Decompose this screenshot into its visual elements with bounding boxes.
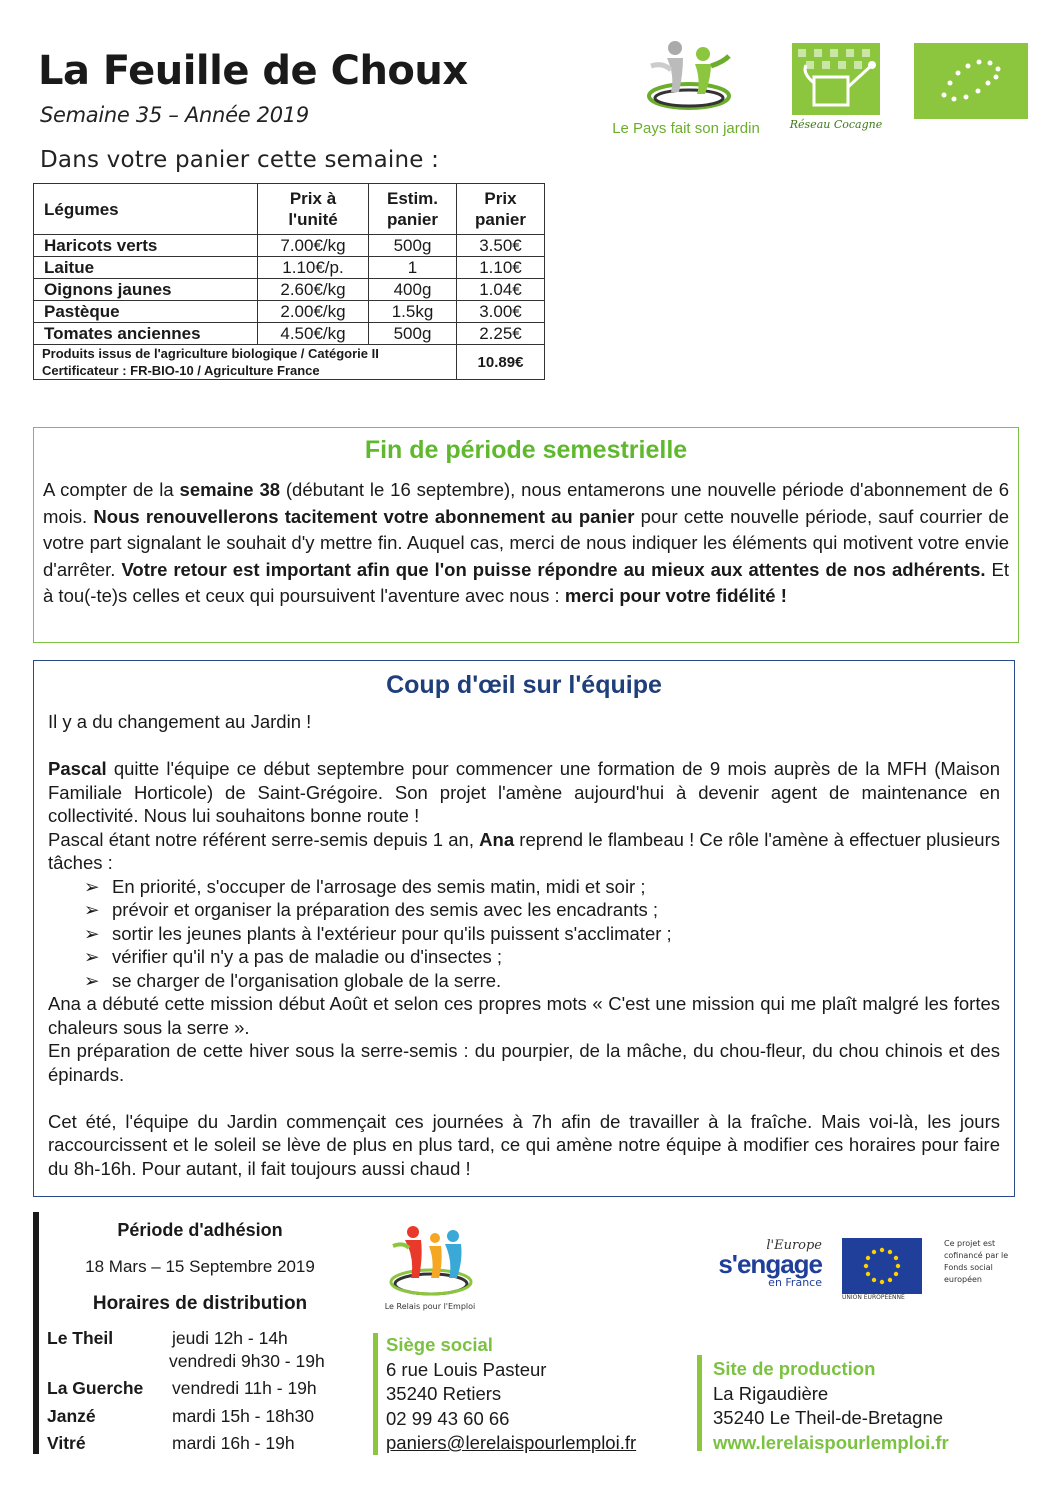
veg-estimate: 1.5kg [369,301,457,323]
equipe-title: Coup d'œil sur l'équipe [386,671,662,699]
basket-table [33,183,545,380]
task-text: En priorité, s'occuper de l'arrosage des semis matin, midi et soir ; [112,875,646,897]
arrow-bullet-icon: ➢ [84,899,100,920]
eu-flag-icon [842,1238,922,1294]
text-run: reprend le flambeau ! Ce rôle l'amène à effectuer plusieurs tâches : [48,828,1000,873]
text-run: A compter de la [43,479,180,500]
fin-periode-title: Fin de période semestrielle [364,436,688,464]
task-text: sortir les jeunes plants à l'extérieur pour qu'ils puissent s'acclimater ; [112,922,672,944]
page-title: La Feuille de Choux [38,48,468,94]
text-run: Pascal étant notre référent serre-semis depuis 1 an, [48,828,480,850]
veg-price: 1.10€ [457,257,545,279]
text-run: (débutant le 16 septembre), nous entamerons une nouvelle période d'abonnement de 6 mois. [43,479,1010,527]
pays-jardin-emblem-icon [631,36,741,116]
table-row [34,323,545,345]
pays-jardin-caption: Le Pays fait son jardin [612,120,760,137]
task-text: se charger de l'organisation globale de la serre. [112,969,502,991]
pascal-paragraph [48,757,1000,828]
text-bold: Nous renouvellerons tacitement votre abonnement au panier [93,505,635,527]
table-row [34,257,545,279]
schedule-hours: jeudi 12h - 14h [172,1328,288,1348]
schedule-hours: vendredi 11h - 19h [172,1378,317,1398]
text-run: pour cette nouvelle période, sauf courrier de votre part signalant le souhait d'y mettre fin. Auquel cas, merci de nous indiquer les éléments qui motivent votre envie d'arrêter. [43,505,1009,580]
cocagne-caption: Réseau Cocagne [789,118,883,131]
veg-price: 1.04€ [457,279,545,301]
site-address-line: 35240 Le Theil-de-Bretagne [713,1407,944,1428]
equipe-text [48,710,1000,1180]
reseau-cocagne-logo [786,43,886,143]
arrow-bullet-icon: ➢ [84,922,100,944]
certification-note [34,345,457,380]
relais-people-icon [385,1222,475,1300]
table-row [34,235,545,257]
veg-estimate: 500g [369,323,457,345]
text-bold: semaine 38 [179,479,281,500]
horaires-title: Horaires de distribution [92,1293,308,1314]
footer-left-divider [33,1212,39,1454]
fin-periode-text [43,477,1009,610]
arrow-bullet-icon: ➢ [84,875,100,897]
europe-line-3: en France [768,1276,822,1289]
text-run: quitte l'équipe ce début septembre pour commencer une formation de 9 mois auprès de la MFH (Maison Familiale Horticole) de Saint-Grégoire. Son projet l'amène aujourd'hui à devenir agent de maintenance en collectivité. Nous lui souhaitons bonne route ! [48,758,1000,826]
list-item [84,969,1000,993]
veg-name: Laitue [34,257,258,279]
list-item [84,922,1000,946]
fin-periode-box [33,427,1019,643]
task-text: prévoir et organiser la préparation des semis avec les encadrants ; [112,899,659,920]
site-divider [697,1355,702,1451]
ana-name: Ana [479,828,515,850]
europe-line-2: s'engage [718,1249,822,1279]
siege-email-link[interactable]: paniers@lerelaispourlemploi.fr [386,1432,637,1453]
pascal-name: Pascal [48,758,107,779]
arrow-bullet-icon: ➢ [84,946,100,967]
siege-divider [373,1333,378,1455]
veg-price: 3.50€ [457,235,545,257]
siege-social-block [386,1333,636,1456]
veg-unit-price: 2.00€/kg [258,301,369,323]
equipe-box [33,660,1015,1197]
basket-heading: Dans votre panier cette semaine : [40,147,440,173]
veg-unit-price: 2.60€/kg [258,279,369,301]
equipe-intro: Il y a du changement au Jardin ! [48,711,312,732]
table-footer-row [34,345,545,380]
site-production-block [713,1357,949,1455]
fse-note: Ce projet est cofinancé par le Fonds social européen [944,1239,1009,1284]
organic-leaf-stars-icon [914,43,1028,119]
pays-jardin-logo [606,36,766,146]
veg-estimate: 500g [369,235,457,257]
veg-unit-price: 1.10€/p. [258,257,369,279]
preparation-paragraph: En préparation de cette hiver sous la serre-semis : du pourpier, de la mâche, du chou-fleur, du chou chinois et des épinards. [48,1040,1000,1085]
schedule-town: Janzé [47,1406,96,1426]
veg-name: Haricots verts [34,235,258,257]
list-item [84,875,1000,899]
table-row [34,279,545,301]
table-header-row [34,184,545,235]
certification-line-2: Certificateur : FR-BIO-10 / Agriculture France [42,363,320,378]
veg-unit-price: 7.00€/kg [258,235,369,257]
certification-line-1: Produits issus de l'agriculture biologique / Catégorie II [42,346,379,361]
week-subtitle: Semaine 35 – Année 2019 [40,103,309,127]
veg-name: Tomates anciennes [34,323,258,345]
siege-address-line: 35240 Retiers [386,1383,502,1404]
veg-name: Pastèque [34,301,258,323]
siege-address-line: 6 rue Louis Pasteur [386,1358,547,1380]
periode-dates: 18 Mars – 15 Septembre 2019 [85,1257,315,1276]
site-address-line: La Rigaudière [713,1382,829,1404]
text-run: Et à tou(-te)s celles et ceux qui poursuivent l'aventure avec nous : [43,558,1009,606]
relais-emploi-logo [370,1222,490,1332]
veg-unit-price: 4.50€/kg [258,323,369,345]
task-list [84,875,1000,993]
list-item [84,945,1000,969]
basket-total: 10.89€ [457,345,545,380]
europe-line-1: l'Europe [766,1238,822,1253]
text-bold: merci pour votre fidélité ! [564,585,787,606]
siege-phone: 02 99 43 60 66 [386,1407,510,1429]
arrow-bullet-icon: ➢ [84,969,100,991]
site-title: Site de production [713,1358,876,1379]
veg-price: 3.00€ [457,301,545,323]
schedule-town: Vitré [47,1433,86,1453]
veg-estimate: 400g [369,279,457,301]
cocagne-watering-can-icon [792,43,880,115]
website-link[interactable]: www.lerelaispourlemploi.fr [713,1431,949,1453]
schedule-hours: mardi 15h - 18h30 [172,1406,315,1426]
list-item [84,898,1000,922]
ue-caption: UNION EUROPÉENNE [842,1294,905,1301]
schedule-town: Le Theil [47,1328,114,1348]
schedule-hours: mardi 16h - 19h [172,1433,295,1453]
task-text: vérifier qu'il n'y a pas de maladie ou d'insectes ; [112,946,503,967]
schedule-hours: vendredi 9h30 - 19h [169,1351,325,1371]
column-header-legumes: Légumes [34,184,258,235]
column-header-basket-price: Prix panier [457,184,545,235]
periode-title: Période d'adhésion [117,1220,283,1240]
table-row [34,301,545,323]
veg-price: 2.25€ [457,323,545,345]
ana-paragraph [48,828,1000,875]
ana-mission-paragraph: Ana a débuté cette mission début Août et selon ces propres mots « C'est une mission qui me plaît malgré les fortes chaleurs sous la serre ». [48,993,1000,1038]
column-header-unit-price: Prix à l'unité [258,184,369,235]
veg-estimate: 1 [369,257,457,279]
schedule-town: La Guerche [47,1378,144,1398]
relais-caption: Le Relais pour l'Emploi [384,1302,476,1311]
ete-paragraph: Cet été, l'équipe du Jardin commençait ces journées à 7h afin de travailler à la fraîche. Mais voi-là, les jours raccourcissent et le soleil se lève de plus en plus tard, ce qui amène notre équipe à modifier ces horaires pour faire du 8h-16h. Pour autant, il fait toujours aussi chaud ! [48,1110,1000,1179]
veg-name: Oignons jaunes [34,279,258,301]
siege-title: Siège social [386,1334,493,1355]
text-bold: Votre retour est important afin que l'on puisse répondre au mieux aux attentes de nos adhérents. [121,558,986,580]
europe-engage-logo [700,1238,822,1302]
column-header-estimate: Estim. panier [369,184,457,235]
eu-organic-leaf-logo [914,43,1028,119]
